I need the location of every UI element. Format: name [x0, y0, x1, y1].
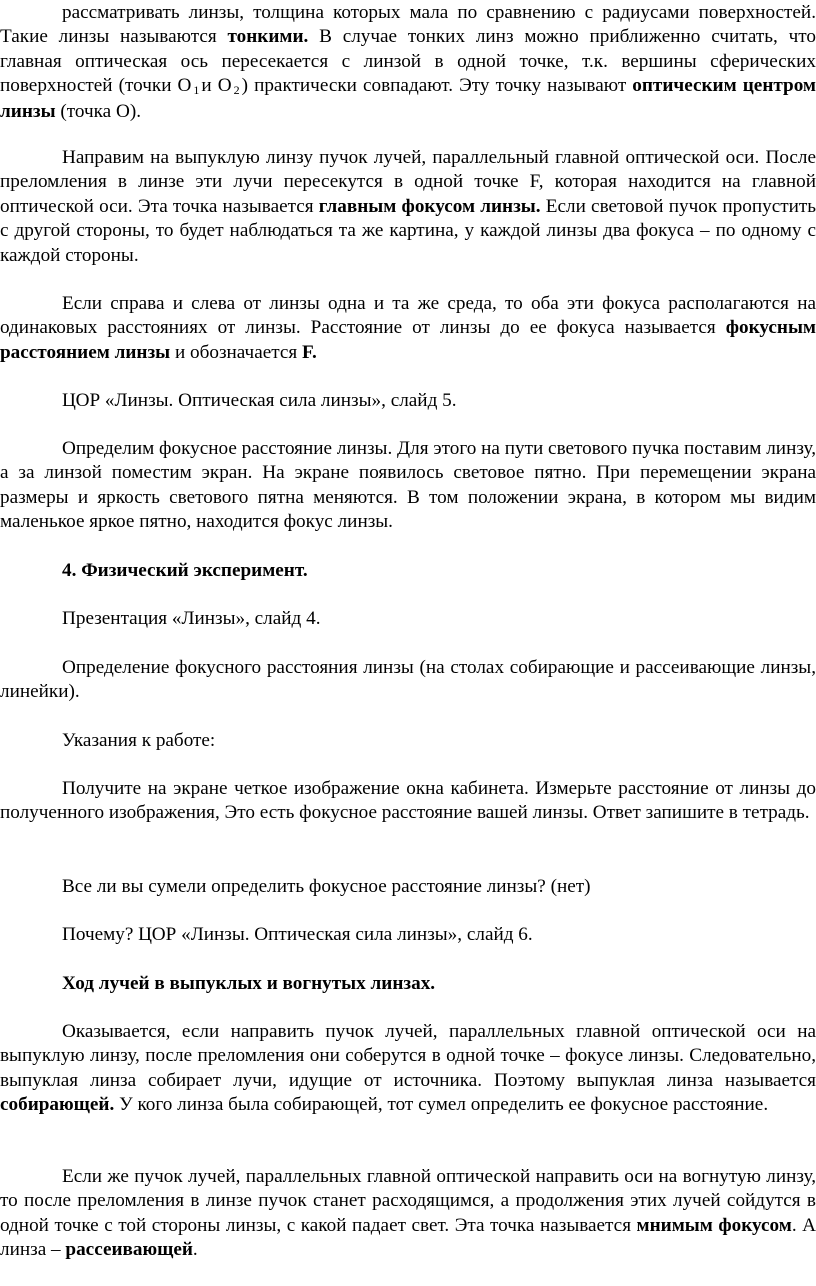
term-virtual-focus: мнимым фокусом — [636, 1214, 792, 1236]
text: Если световой пучок пропустить с другой стороны, то будет наблюдаться та же картина, у каждой линзы два фокуса – по одному с каждой стороны. — [0, 195, 816, 266]
heading-physical-experiment: 4. Физический эксперимент. — [62, 560, 308, 581]
text: Оказывается, если направить пучок лучей, параллельных главной оптической оси на выпуклую линзу, после преломления они соберутся в одной точке – фокусе линзы. Следовательно, выпуклая линза собирает лучи, идущие от источника. Поэтому выпуклая линза называется — [0, 1021, 816, 1091]
term-thin: тонкими. — [227, 26, 309, 48]
term-F: F. — [302, 341, 317, 363]
text: Направим на выпуклую линзу пучок лучей, параллельный главной оптической оси. После преломления в линзе эти лучи пересекутся в одной точке F, которая находится на главной оптической оси. Эта точка называется — [0, 147, 816, 217]
heading-ray-path: Ход лучей в выпуклых и вогнутых линзах. — [62, 973, 436, 994]
term-diverging: рассеивающей — [65, 1239, 193, 1261]
subscript: 2 — [233, 83, 240, 98]
paragraph-focal-length — [0, 292, 816, 365]
paragraph-determine-focal-length: Определим фокусное расстояние линзы. Для этого на пути светового пучка поставим линзу, а за линзой поместим экран. На экране появилось световое пятно. При перемещении экрана размеры и яркость светового пятна меняются. В том положении экрана, в котором мы видим маленькое яркое пятно, находится фокус линзы. — [0, 438, 816, 533]
paragraph-task: Получите на экране четкое изображение окна кабинета. Измерьте расстояние от линзы до полученного изображения, Это есть фокусное расстояние вашей линзы. Ответ запишите в тетрадь. — [0, 778, 816, 824]
paragraph-cor-slide-5: ЦОР «Линзы. Оптическая сила линзы», слайд 5. — [62, 390, 457, 411]
subscript: 1 — [193, 83, 200, 98]
paragraph-focal-definition: Определение фокусного расстояния линзы (на столах собирающие и рассеивающие линзы, линейки). — [0, 657, 816, 703]
term-focal-length: фокусным расстоянием линзы — [0, 317, 816, 363]
term-main-focus: главным фокусом линзы. — [318, 195, 541, 217]
paragraph-converging-lens — [0, 1020, 816, 1118]
text: и О — [201, 75, 232, 97]
paragraph-instructions: Указания к работе: — [62, 730, 216, 751]
paragraph-why: Почему? ЦОР «Линзы. Оптическая сила линзы», слайд 6. — [62, 924, 533, 945]
text: рассматривать линзы, толщина которых мала по сравнению с радиусами поверхностей. Такие линзы называются — [0, 2, 816, 48]
paragraph-thin-lenses — [0, 1, 816, 124]
text: . — [192, 1239, 198, 1261]
paragraph-question: Все ли вы сумели определить фокусное расстояние линзы? (нет) — [62, 876, 591, 897]
text: Если же пучок лучей, параллельных главной оптической направить оси на вогнутую линзу, то после преломления в линзе пучок станет расходящимся, а продолжения этих лучей сойдутся в одной точке с той стороны линзы, с какой падает свет. Эта точка называется — [0, 1166, 816, 1236]
text: и обозначается — [170, 341, 302, 363]
text: ) практически совпадают. Эту точку называют — [241, 75, 633, 97]
text: У кого линза была собирающей, тот сумел определить ее фокусное расстояние. — [114, 1094, 769, 1116]
text: В случае тонких линз можно приближенно считать, что главная оптическая ось пересекается с линзой в одной точке, т.к. вершины сферических поверхностей (точки О — [0, 26, 816, 97]
text: (точка О). — [55, 100, 142, 122]
paragraph-main-focus — [0, 146, 816, 268]
term-optical-center: оптическим центром линзы — [0, 75, 816, 122]
text: . А линза – — [0, 1214, 816, 1261]
term-converging: собирающей. — [0, 1094, 115, 1116]
paragraph-presentation-slide-4: Презентация «Линзы», слайд 4. — [62, 608, 321, 629]
paragraph-diverging-lens — [0, 1165, 816, 1263]
text: Если справа и слева от линзы одна и та же среда, то оба эти фокуса располагаются на одинаковых расстояниях от линзы. Расстояние от линзы до ее фокуса называется — [0, 293, 816, 339]
